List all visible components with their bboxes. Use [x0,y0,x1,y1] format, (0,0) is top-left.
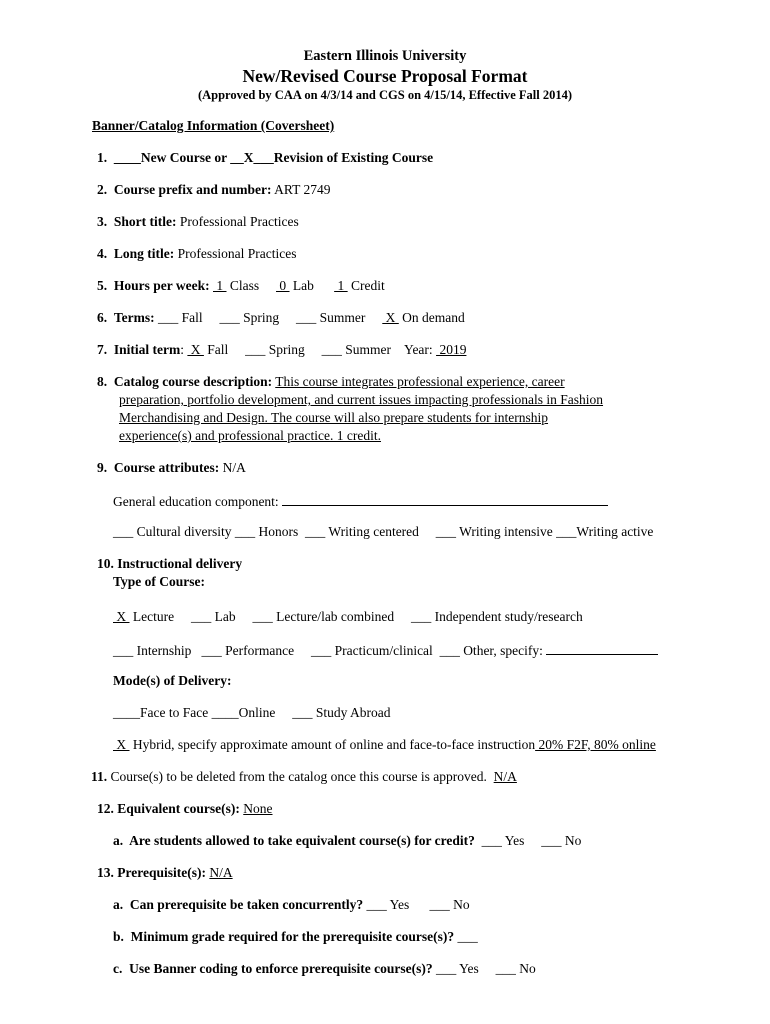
question-7: 7. Initial term: X Fall ___ Spring ___ Summer Year: 2019 [97,342,467,357]
q3-number: 3. [97,214,108,229]
year-value[interactable]: 2019 [436,342,467,357]
initial-term-label: Initial term [113,342,181,357]
attr-cultural-diversity[interactable]: ___ Cultural diversity [113,524,232,539]
type-other[interactable]: ___ Other, specify: [439,643,547,658]
attributes-row [113,524,653,540]
initial-spring[interactable]: ___ Spring [245,342,305,357]
modes-of-delivery-label: Mode(s) of Delivery: [113,673,232,688]
mode-hybrid-mark[interactable]: X [113,737,130,752]
type-practicum[interactable]: ___ Practicum/clinical [310,643,433,658]
mode-online-blank[interactable]: ____ [211,705,239,720]
course-type-row-2 [113,641,658,659]
long-title-value[interactable]: Professional Practices [174,246,297,261]
on-demand-label: On demand [402,310,465,325]
concurrent-no[interactable]: ___ No [429,897,470,912]
question-2 [97,182,330,198]
q5-number: 5. [97,278,108,293]
equivalent-courses-label: Equivalent course(s): [117,801,240,816]
new-course-label: New Course or [140,150,231,165]
equivalent-credit-no[interactable]: ___ No [541,833,582,848]
prerequisites-label: Prerequisite(s): [117,865,206,880]
type-lecture-label: Lecture [132,609,175,624]
q12-number: 12. [97,801,114,816]
type-lecture-mark[interactable]: X [113,609,130,624]
question-8 [97,374,565,390]
question-13c [113,961,536,977]
q13-number: 13. [97,865,114,880]
term-fall[interactable]: ___ Fall [158,310,203,325]
attr-writing-intensive[interactable]: ___ Writing intensive [435,524,553,539]
catalog-description-line-3[interactable]: Merchandising and Design. The course will also prepare students for internship [119,410,549,425]
course-attributes-label: Course attributes: [113,460,220,475]
equivalent-courses-value[interactable]: None [243,801,273,816]
type-independent-study[interactable]: ___ Independent study/research [411,609,583,624]
mode-online-label: Online [238,705,276,720]
mode-face-blank[interactable]: ____ [113,705,140,720]
lab-hours-value[interactable]: 0 [276,278,290,293]
catalog-description-line-1[interactable]: This course integrates professional experience, career [275,374,565,389]
type-other-field[interactable] [546,641,658,655]
class-hours-label: Class [229,278,260,293]
question-12 [97,801,273,817]
q4-number: 4. [97,246,108,261]
prerequisites-value[interactable]: N/A [209,865,233,880]
on-demand-mark[interactable]: X [382,310,399,325]
section-heading: Banner/Catalog Information (Coversheet) [92,118,335,133]
credit-hours-value[interactable]: 1 [334,278,348,293]
q2-number: 2. [97,182,108,197]
q9-number: 9. [97,460,108,475]
q8-number: 8. [97,374,108,389]
course-type-row-1 [113,609,583,625]
courses-deleted-value[interactable]: N/A [493,769,517,784]
attr-writing-active[interactable]: ___Writing active [556,524,654,539]
attr-honors[interactable]: ___ Honors [234,524,299,539]
q6-number: 6. [97,310,108,325]
q7-number: 7. [97,342,108,357]
question-13b [113,929,478,945]
catalog-description-line-4[interactable]: experience(s) and professional practice. 1 credit. [119,428,381,443]
mode-hybrid-value[interactable]: 20% F2F, 80% online [535,737,656,752]
question-12a [113,833,581,849]
type-performance[interactable]: ___ Performance [201,643,295,658]
question-4 [97,246,296,262]
question-11 [91,769,517,785]
question-6 [97,310,465,326]
equivalent-credit-question: a. Are students allowed to take equivalent course(s) for credit? [113,833,475,848]
question-10 [97,556,242,572]
term-spring[interactable]: ___ Spring [219,310,280,325]
course-attributes-value[interactable]: N/A [219,460,246,475]
delivery-row-1 [113,705,390,721]
gen-ed-label: General education component: [113,494,283,509]
mode-hybrid-label: Hybrid, specify approximate amount of online and face-to-face instruction [132,737,536,752]
course-prefix-label: Course prefix and number: [113,182,272,197]
q1-number: 1. [97,150,108,165]
question-3 [97,214,299,230]
gen-ed-row [113,492,608,510]
hours-per-week-label: Hours per week: [113,278,210,293]
course-prefix-value[interactable]: ART 2749 [271,182,331,197]
question-13a [113,897,470,913]
credit-hours-label: Credit [351,278,385,293]
attr-writing-centered[interactable]: ___ Writing centered [305,524,419,539]
year-label: Year: [404,342,437,357]
question-5 [97,278,385,294]
short-title-label: Short title: [113,214,177,229]
university-name: Eastern Illinois University [303,48,467,64]
lab-hours-label: Lab [292,278,314,293]
concurrent-yes[interactable]: ___ Yes [366,897,410,912]
type-of-course-label: Type of Course: [113,574,205,589]
initial-fall-label: Fall [207,342,229,357]
q10-number: 10. [97,556,114,571]
delivery-row-2 [113,737,656,753]
type-internship[interactable]: ___ Internship [113,643,192,658]
type-lecture-lab-combined[interactable]: ___ Lecture/lab combined [252,609,395,624]
long-title-label: Long title: [113,246,175,261]
banner-coding-yes[interactable]: ___ Yes [435,961,479,976]
question-9 [97,460,246,476]
gen-ed-field[interactable] [282,492,608,506]
instructional-delivery-label: Instructional delivery [117,556,243,571]
minimum-grade-question: b. Minimum grade required for the prerequisite course(s)? [113,929,455,944]
banner-coding-question: c. Use Banner coding to enforce prerequisite course(s)? [113,961,433,976]
q11-number: 11. [91,769,108,784]
mode-study-abroad[interactable]: ___ Study Abroad [292,705,391,720]
term-summer[interactable]: ___ Summer [296,310,366,325]
catalog-description-label: Catalog course description: [113,374,273,389]
initial-summer[interactable]: ___ Summer [321,342,392,357]
new-course-blank[interactable]: ____ [113,150,141,165]
initial-fall-mark[interactable]: X [187,342,204,357]
banner-coding-no[interactable]: ___ No [495,961,536,976]
courses-deleted-label: Course(s) to be deleted from the catalog once this course is approved. [110,769,487,784]
concurrent-question: a. Can prerequisite be taken concurrently? [113,897,364,912]
form-title: New/Revised Course Proposal Format [242,66,528,86]
question-1 [97,150,433,166]
approval-note: (Approved by CAA on 4/3/14 and CGS on 4/15/14, Effective Fall 2014) [197,88,573,102]
question-13 [97,865,233,881]
minimum-grade-blank[interactable]: ___ [457,929,478,944]
short-title-value[interactable]: Professional Practices [176,214,299,229]
revision-label: Revision of Existing Course [273,150,434,165]
terms-label: Terms: [113,310,155,325]
type-lab[interactable]: ___ Lab [190,609,236,624]
revision-mark[interactable]: __X___ [230,150,274,165]
mode-face-label: Face to Face [140,705,212,720]
catalog-description-line-2[interactable]: preparation, portfolio development, and current issues impacting professionals in Fashion [119,392,604,407]
class-hours-value[interactable]: 1 [213,278,227,293]
equivalent-credit-yes[interactable]: ___ Yes [481,833,525,848]
